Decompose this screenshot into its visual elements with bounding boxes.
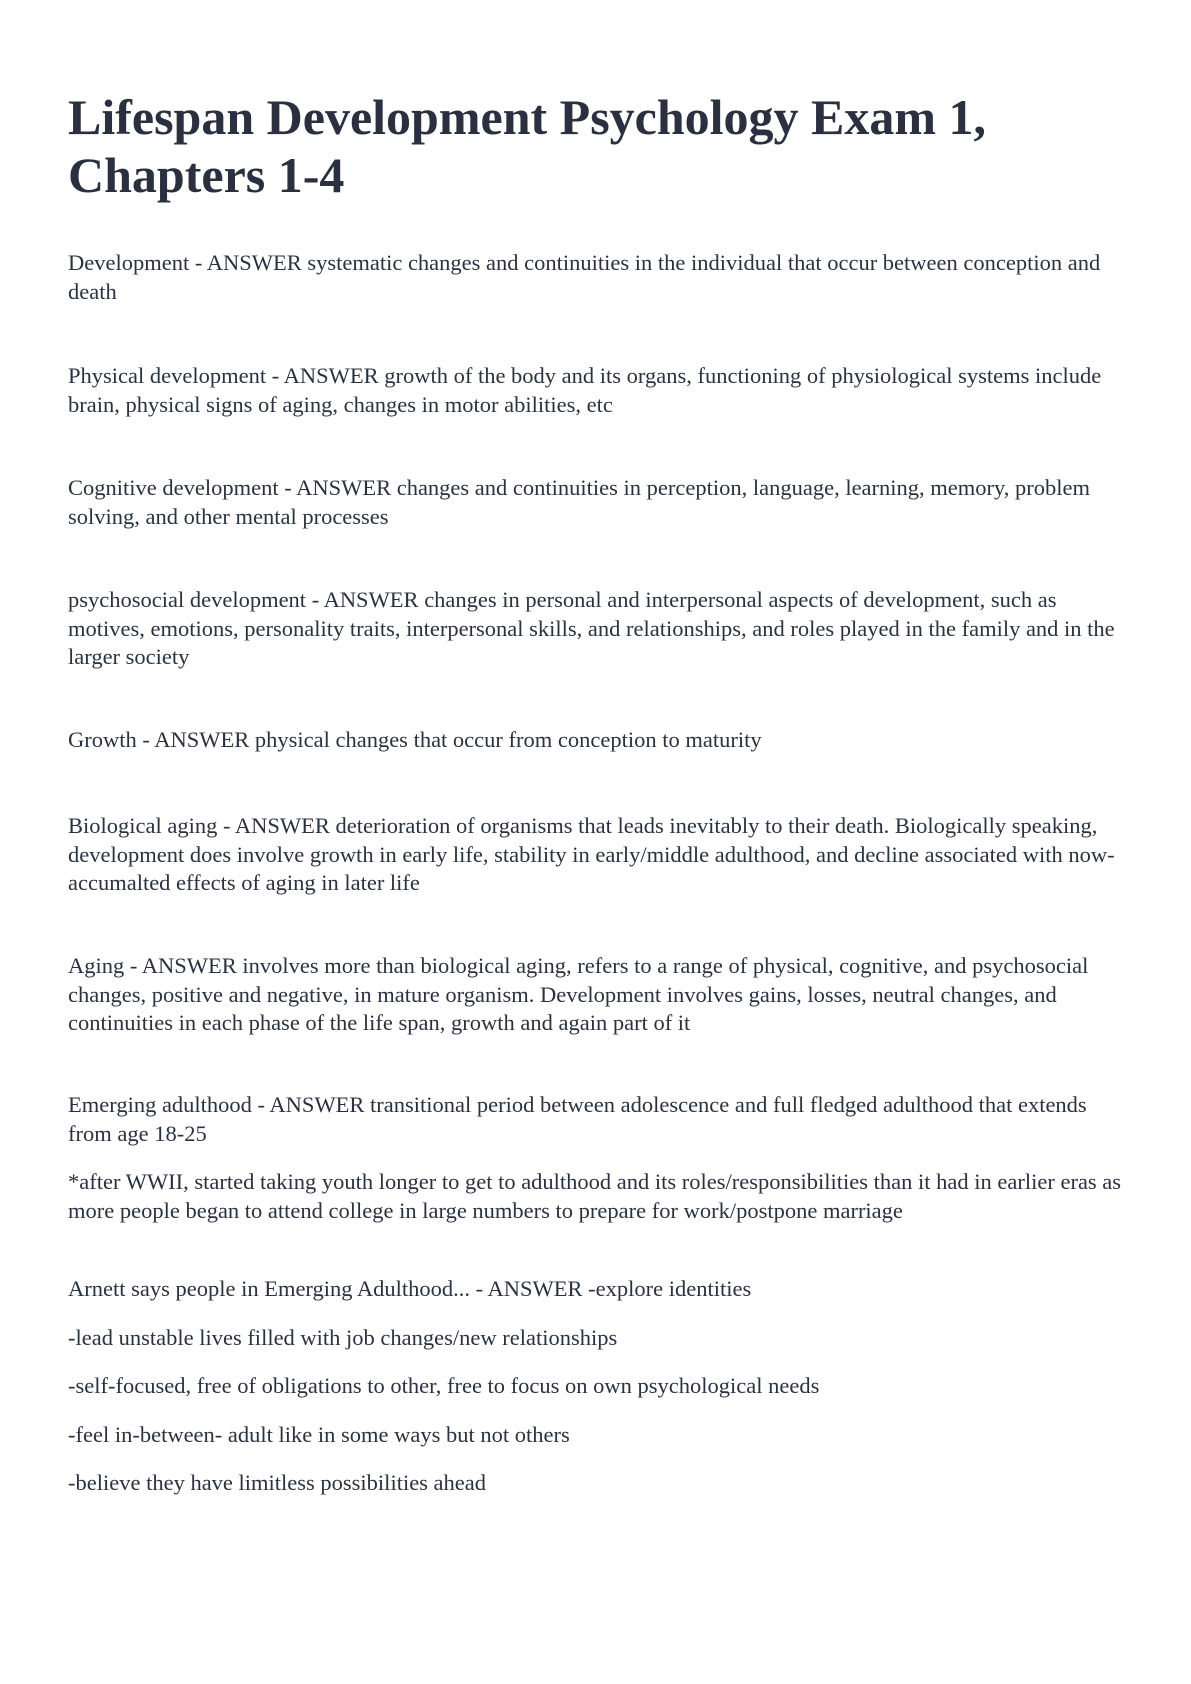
entry-paragraph: -feel in-between- adult like in some ways but not others xyxy=(68,1421,570,1447)
entry-paragraph: Emerging adulthood - ANSWER transitional period between adolescence and full fledged adulthood that extends from age 18-25 xyxy=(68,1092,1087,1146)
entry-paragraph: psychosocial development - ANSWER changes in personal and interpersonal aspects of development, such as motives, emotions, personality traits, interpersonal skills, and relationships, and roles played in the family and in the larger society xyxy=(68,587,1115,669)
flashcard-entry xyxy=(68,726,1128,755)
flashcard-entry xyxy=(68,812,1128,898)
flashcard-entry xyxy=(68,586,1128,672)
flashcard-entry xyxy=(68,1091,1128,1225)
entry-paragraph: Development - ANSWER systematic changes and continuities in the individual that occur between conception and death xyxy=(68,250,1101,304)
flashcard-entry xyxy=(68,952,1128,1038)
entry-paragraph: Biological aging - ANSWER deterioration of organisms that leads inevitably to their death. Biologically speaking, development does involve growth in early life, stability in early/middle adulthood, and decline associated with now-accumalted effects of aging in later life xyxy=(68,813,1115,895)
entry-paragraph: Arnett says people in Emerging Adulthood... - ANSWER -explore identities xyxy=(68,1276,752,1301)
flashcard-entry xyxy=(68,474,1128,531)
flashcard-entry xyxy=(68,1275,1128,1498)
entry-paragraph: Cognitive development - ANSWER changes and continuities in perception, language, learning, memory, problem solving, and other mental processes xyxy=(68,475,1091,529)
document-page xyxy=(68,88,1128,1495)
entry-paragraph: *after WWII, started taking youth longer to get to adulthood and its roles/responsibilities than it had in earlier eras as more people began to attend college in large numbers to prepare for work/postpone marriage xyxy=(68,1169,1122,1223)
flashcard-entry xyxy=(68,249,1128,306)
flashcard-entry xyxy=(68,362,1128,419)
entry-paragraph: Growth - ANSWER physical changes that occur from conception to maturity xyxy=(68,727,762,752)
entry-paragraph: -lead unstable lives filled with job changes/new relationships xyxy=(68,1324,618,1350)
document-title: Lifespan Development Psychology Exam 1, Chapters 1-4 xyxy=(68,89,987,203)
entry-paragraph: -self-focused, free of obligations to other, free to focus on own psychological needs xyxy=(68,1373,820,1398)
entry-paragraph: Physical development - ANSWER growth of the body and its organs, functioning of physiological systems include brain, physical signs of aging, changes in motor abilities, etc xyxy=(68,363,1102,417)
entry-paragraph: Aging - ANSWER involves more than biological aging, refers to a range of physical, cognitive, and psychosocial changes, positive and negative, in mature organism. Development involves gains, losses, neutral changes, and continuities in each phase of the life span, growth and again part of it xyxy=(68,953,1089,1035)
entry-paragraph: -believe they have limitless possibilities ahead xyxy=(68,1470,487,1495)
